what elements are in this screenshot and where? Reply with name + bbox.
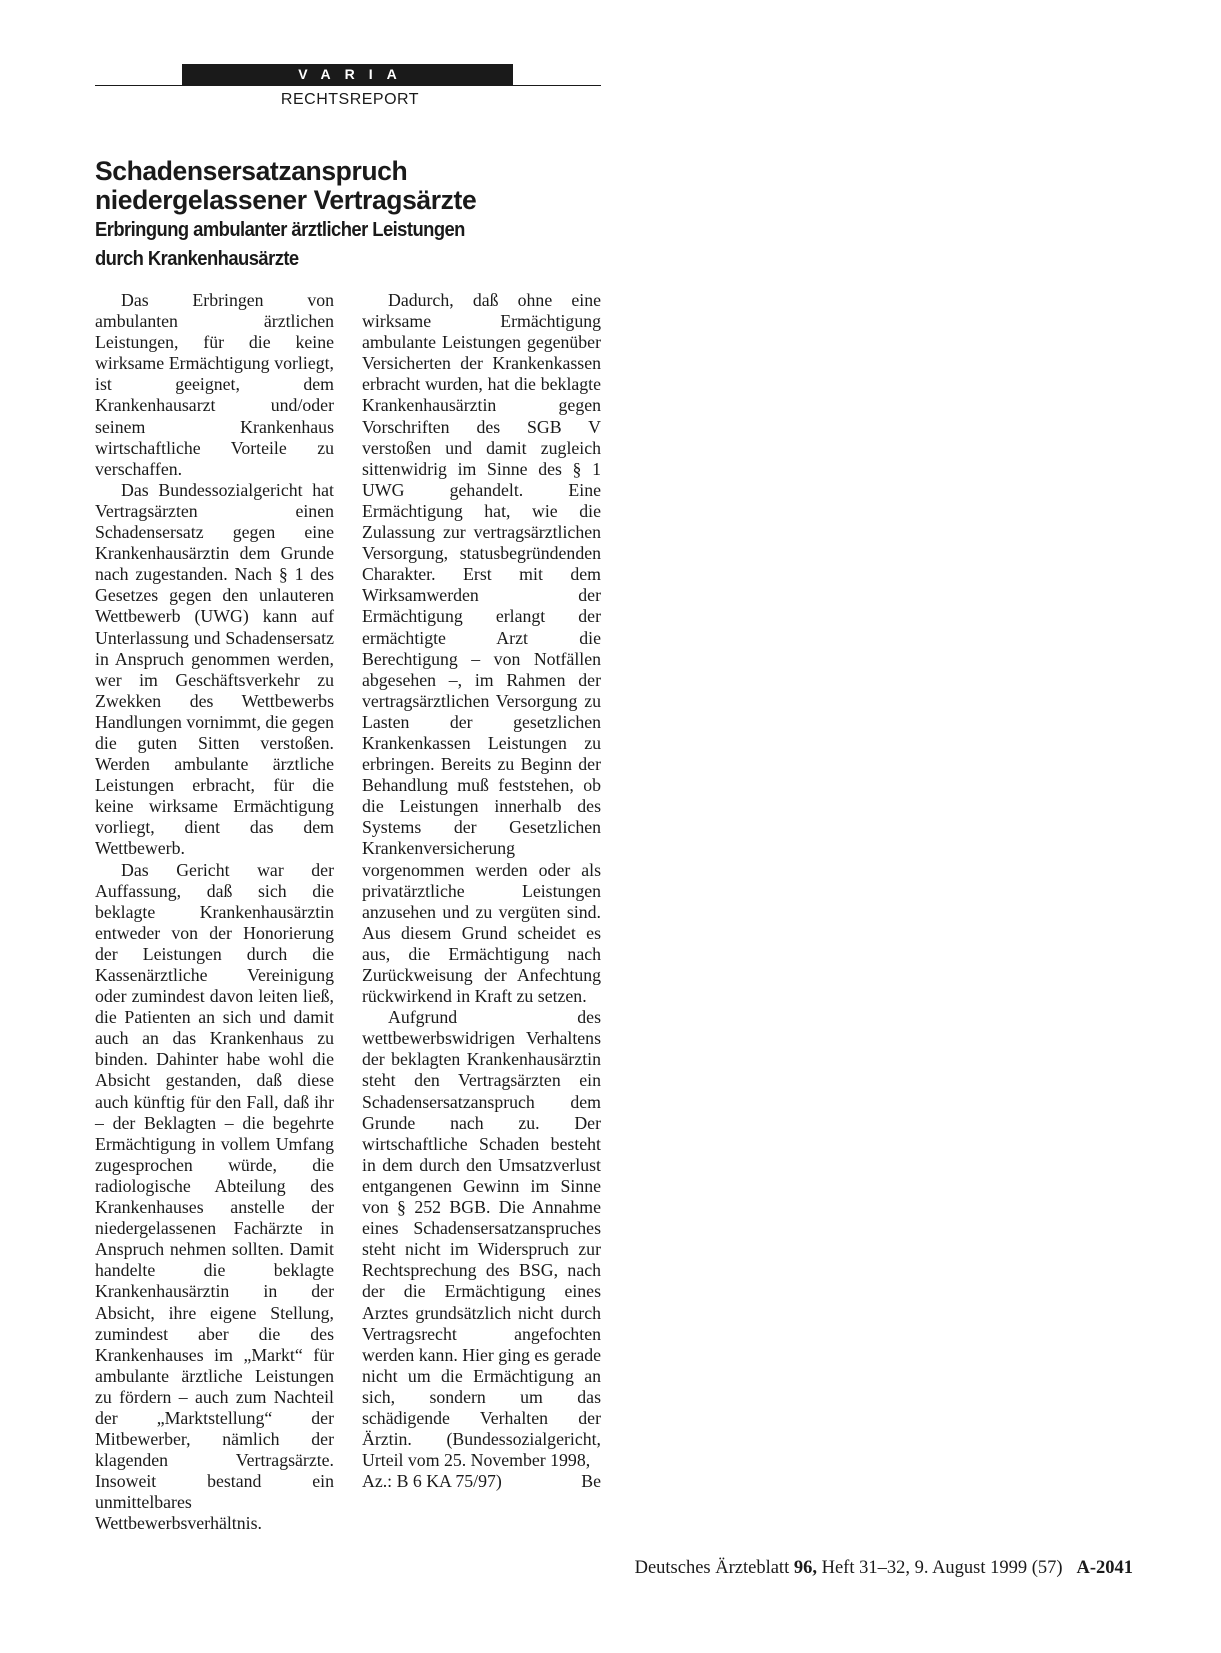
subtitle-line: durch Krankenhausärzte (95, 248, 299, 270)
page-number: A-2041 (1076, 1558, 1133, 1578)
citation-line (362, 1471, 601, 1492)
header-rule (95, 85, 601, 86)
journal-name: Deutsches Ärzteblatt (634, 1558, 790, 1578)
volume-number: 96, (793, 1558, 817, 1578)
section-subtitle: RECHTSREPORT (280, 91, 420, 108)
text-column-right (362, 290, 601, 1492)
text-column-left (95, 290, 334, 1535)
author-initials: Be (581, 1471, 601, 1492)
article-subtitle (95, 216, 573, 274)
title-line: niedergelassener Vertragsärzte (95, 185, 477, 215)
page-footer (635, 1558, 1133, 1579)
title-line: Schadensersatzanspruch (95, 156, 408, 186)
paragraph: Das Bundessozialgericht hat Vertragsärzten einen Schadensersatz gegen eine Krankenhausärztin dem Grunde nach zugestanden. Nach § 1 des Gesetzes gegen den unlauteren Wettbewerb (UWG) kann auf Unterlassung und Schadensersatz in Anspruch genommen werden, wer im Geschäftsverkehr zu Zwekken des Wettbewerbs Handlungen vornimmt, die gegen die guten Sitten verstoßen. Werden ambulante ärztliche Leistungen erbracht, für die keine wirksame Ermächtigung vorliegt, dient das dem Wettbewerb. (95, 479, 335, 859)
paragraph: Das Gericht war der Auffassung, daß sich die beklagte Krankenhausärztin entweder von der Honorierung der Leistungen durch die Kassenärztliche Vereinigung oder zumindest davon leiten ließ, die Patienten an sich und damit auch an das Krankenhaus zu binden. Dahinter habe wohl die Absicht gestanden, daß diese auch künftig für den Fall, daß ihr – der Beklagten – die begehrte Ermächtigung in vollem Umfang zugesprochen würde, die radiologische Abteilung des Krankenhauses anstelle der niedergelassenen Fachärzte in Anspruch nehmen sollten. Damit handelte die beklagte Krankenhausärztin in der Absicht, ihre eigene Stellung, zumindest aber die des Krankenhauses im „Markt“ für ambulante ärztliche Leistungen zu fördern – auch zum Nachteil der „Marktstellung“ der Mitbewerber, nämlich der klagenden Vertragsärzte. Insoweit bestand ein unmittelbares Wettbewerbsverhältnis. (95, 859, 334, 1534)
paragraph: Das Erbringen von ambulanten ärztlichen Leistungen, für die keine wirksame Ermächtigung vorliegt, ist geeignet, dem Krankenhausarzt und/oder seinem Krankenhaus wirtschaftliche Vorteile zu verschaffen. (95, 290, 334, 479)
paragraph: Aufgrund des wettbewerbswidrigen Verhaltens der beklagten Krankenhausärztin steht den Vertragsärzten ein Schadensersatzanspruch dem Grunde nach zu. Der wirtschaftliche Schaden besteht in dem durch den Umsatzverlust entgangenen Gewinn im Sinne von § 252 BGB. Die Annahme eines Schadensersatzanspruches steht nicht im Widerspruch zur Rechtsprechung des BSG, nach der die Ermächtigung eines Arztes grundsätzlich nicht durch Vertragsrecht angefochten werden kann. Hier ging es gerade nicht um die Ermächtigung an sich, sondern um das schädigende Verhalten der Ärztin. (Bundessozialgericht, Urteil vom 25. November 1998, (362, 1007, 601, 1471)
paragraph: Dadurch, daß ohne eine wirksame Ermächtigung ambulante Leistungen gegenüber Versicherten der Krankenkassen erbracht wurden, hat die beklagte Krankenhausärztin gegen Vorschriften des SGB V verstoßen und damit zugleich sittenwidrig im Sinne des § 1 UWG gehandelt. Eine Ermächtigung hat, wie die Zulassung zur vertragsärztlichen Versorgung, statusbegründenden Charakter. Erst mit dem Wirksamwerden der Ermächtigung erlangt der ermächtigte Arzt die Berechtigung – von Notfällen abgesehen –, im Rahmen der vertragsärztlichen Versorgung zu Lasten der gesetzlichen Krankenkassen Leistungen zu erbringen. Bereits zu Beginn der Behandlung muß feststehen, ob die Leistungen innerhalb des Systems der Gesetzlichen Krankenversicherung vorgenommen werden oder als privatärztliche Leistungen anzusehen und zu vergüten sind. Aus diesem Grund scheidet es aus, die Ermächtigung nach Zurückweisung der Anfechtung rückwirkend in Kraft zu setzen. (362, 290, 601, 1007)
case-reference: Az.: B 6 KA 75/97) (362, 1471, 502, 1492)
subtitle-line: Erbringung ambulanter ärztlicher Leistungen (95, 219, 465, 241)
section-label: VARIA (182, 64, 513, 85)
issue-info: Heft 31–32, 9. August 1999 (57) (821, 1558, 1063, 1578)
article-title (95, 157, 615, 215)
